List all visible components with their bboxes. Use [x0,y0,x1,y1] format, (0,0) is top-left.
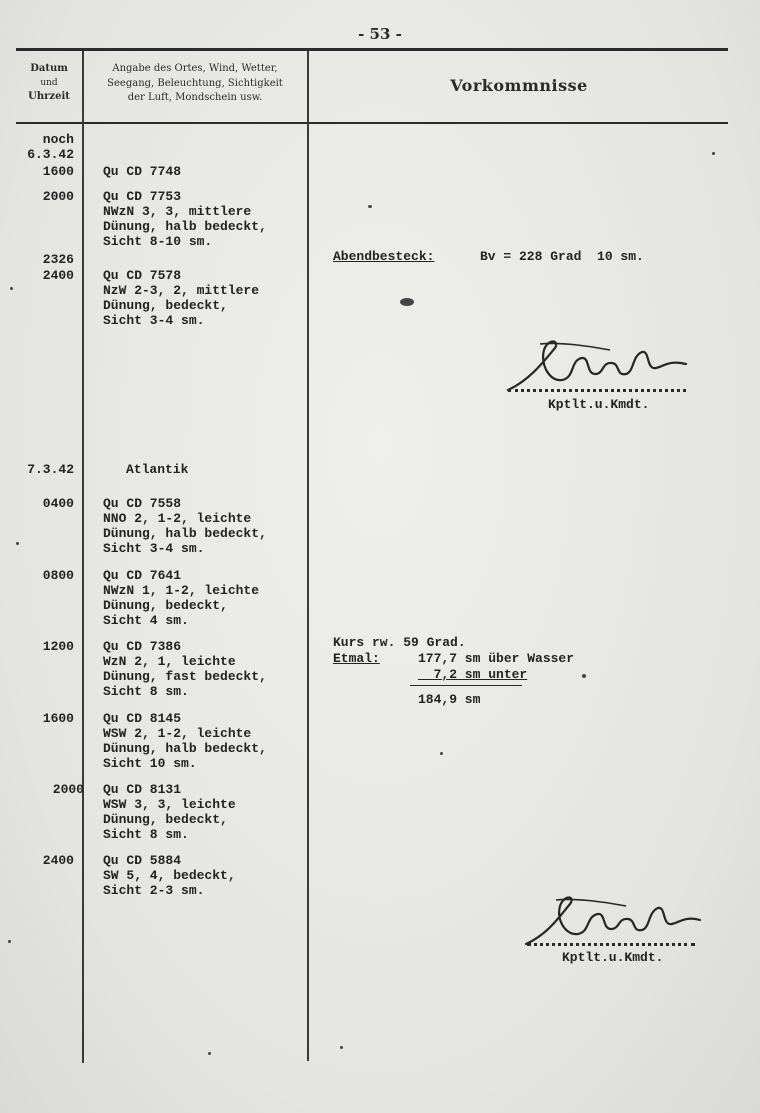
page-number: - 53 - [358,25,402,43]
entry-time: 2000 [52,782,84,797]
entry-place: Atlantik [126,462,189,477]
entry-place: Qu CD 7641 NWzN 1, 1-2, leichte Dünung, bedeckt, Sicht 4 sm. [103,568,260,628]
entry-place: Qu CD 5884 SW 5, 4, bedeckt, Sicht 2-3 sm. [103,853,236,898]
ink-speck [16,542,19,545]
ink-speck [10,287,13,290]
entry-date: 7.3.42 [27,462,74,477]
etmal-label: Etmal: [333,651,380,666]
entry-time: 2326 [42,252,74,267]
etmal-line: 177,7 sm über Wasser [418,651,575,666]
column-divider-1 [82,51,84,1063]
ink-speck [368,205,372,208]
entry-time: 2400 [42,853,74,868]
entry-time: 2000 [42,189,74,204]
ink-speck [340,1046,343,1049]
header-date-line: Uhrzeit [28,91,70,102]
header-place-line: Angabe des Ortes, Wind, Wetter, [112,63,278,74]
entry-place: Qu CD 7386 WzN 2, 1, leichte Dünung, fast bedeckt, Sicht 8 sm. [103,639,267,699]
etmal-line: 7,2 sm unter [418,667,528,682]
entry-time: 0800 [42,568,74,583]
header-place-line: der Luft, Mondschein usw. [127,92,263,103]
top-rule [16,48,728,51]
header-rule [16,122,728,124]
header-place-column [84,62,306,106]
entry-date: noch 6.3.42 [27,132,74,162]
ink-speck [582,674,586,678]
abendbesteck-label: Abendbesteck: [333,249,435,264]
entry-time: 2400 [42,268,74,283]
ink-speck [208,1052,211,1055]
signature-dotted-line [508,389,686,392]
column-divider-2 [307,51,309,1061]
entry-place: Qu CD 8131 WSW 3, 3, leichte Dünung, bedeckt, Sicht 8 sm. [103,782,236,842]
abendbesteck-value: Bv = 228 Grad 10 sm. [480,249,644,264]
entry-place: Qu CD 7578 NzW 2-3, 2, mittlere Dünung, bedeckt, Sicht 3-4 sm. [103,268,260,328]
signature-dotted-line [527,943,695,946]
header-place-line: Seegang, Beleuchtung, Sichtigkeit [107,77,283,89]
course-text: Kurs rw. 59 Grad. [333,635,466,650]
entry-place: Qu CD 7748 [103,164,182,179]
etmal-total: 184,9 sm [418,692,481,707]
signature-title: Kptlt.u.Kmdt. [562,950,664,965]
entry-time: 1200 [42,639,74,654]
header-date-column [16,62,82,104]
header-date-line: Datum [30,63,68,74]
ink-speck [712,152,715,155]
ink-speck [440,752,443,755]
ink-speck [8,940,11,943]
header-events-column: Vorkommnisse [450,76,588,95]
entry-time: 1600 [42,711,74,726]
signature-title: Kptlt.u.Kmdt. [548,397,650,412]
sum-rule [410,685,522,686]
header-date-line: und [40,78,58,88]
entry-time: 1600 [42,164,74,179]
entry-place: Qu CD 7558 NNO 2, 1-2, leichte Dünung, halb bedeckt, Sicht 3-4 sm. [103,496,267,556]
ink-blot [400,298,414,306]
entry-time: 0400 [42,496,74,511]
entry-place: Qu CD 8145 WSW 2, 1-2, leichte Dünung, halb bedeckt, Sicht 10 sm. [103,711,267,771]
entry-place: Qu CD 7753 NWzN 3, 3, mittlere Dünung, halb bedeckt, Sicht 8-10 sm. [103,189,267,249]
